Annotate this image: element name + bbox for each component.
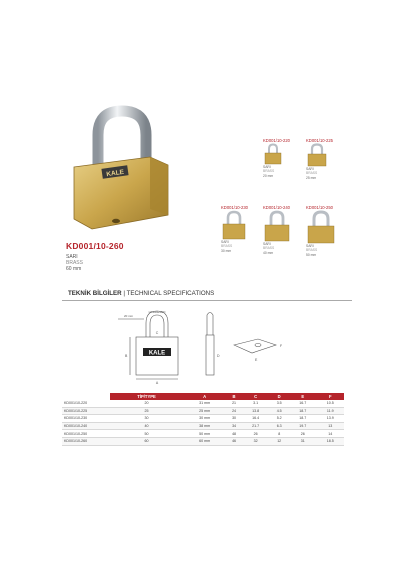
table-cell: KD001/10-225	[62, 407, 110, 415]
variant-padlock-image	[263, 210, 291, 242]
variant-code: KD001/10-230	[221, 205, 249, 210]
svg-text:C: C	[155, 331, 159, 335]
product-size: 60 mm	[66, 266, 82, 272]
table-cell: KD001/10-260	[62, 437, 110, 445]
table-cell: 6.3	[269, 422, 289, 430]
table-header: B	[226, 393, 242, 400]
table-cell: 26	[242, 430, 269, 438]
variant-item: KD001/10-240 SARI BRASS 40 mm	[263, 205, 313, 255]
table-header: TİP/TYPE	[110, 393, 183, 400]
svg-text:A: A	[155, 381, 159, 385]
table-row	[62, 437, 344, 445]
table-cell: 5.2	[269, 415, 289, 423]
table-cell: 18.7	[289, 415, 316, 423]
variant-code: KD001/10-240	[263, 205, 291, 210]
table-cell: 19.7	[289, 422, 316, 430]
variant-code: KD001/10-250	[306, 205, 334, 210]
variant-padlock-image	[306, 210, 336, 244]
table-cell: KD001/10-240	[62, 422, 110, 430]
diagram-brand: KALE	[148, 350, 166, 357]
table-cell: 60	[110, 437, 183, 445]
variant-item: KD001/10-230 SARI BRASS 30 mm	[221, 205, 271, 253]
table-row	[62, 422, 344, 430]
table-cell: 25	[110, 407, 183, 415]
table-cell: 24	[226, 407, 242, 415]
table-cell: 48	[226, 430, 242, 438]
table-header: A	[183, 393, 226, 400]
main-padlock-image	[68, 105, 170, 235]
table-cell: 26	[289, 430, 316, 438]
table-cell: KD001/10-230	[62, 415, 110, 423]
table-cell: 50 mm	[183, 430, 226, 438]
table-cell: 25 mm	[183, 407, 226, 415]
svg-text:E: E	[255, 358, 258, 362]
table-cell: 50	[110, 430, 183, 438]
table-cell: 32	[242, 437, 269, 445]
table-cell: 46	[226, 437, 242, 445]
table-cell: 30	[226, 415, 242, 423]
variant-code: KD001/10-220	[263, 138, 291, 143]
product-code: KD001/10-260	[66, 241, 124, 251]
table-row	[62, 400, 344, 407]
variant-item: KD001/10-250 SARI BRASS 50 mm	[306, 205, 356, 257]
technical-drawing	[110, 305, 300, 390]
table-row	[62, 430, 344, 438]
table-cell: 4.5	[269, 407, 289, 415]
table-row	[62, 415, 344, 423]
main-lock-brand: KALE	[105, 168, 125, 179]
svg-text:F: F	[280, 344, 283, 348]
table-cell: KD001/10-250	[62, 430, 110, 438]
table-cell: 31 mm	[183, 400, 226, 407]
table-cell: 16.7	[289, 400, 316, 407]
table-cell: 3.1	[242, 400, 269, 407]
table-header: F	[316, 393, 344, 400]
table-header: E	[289, 393, 316, 400]
table-cell: 30 mm	[183, 415, 226, 423]
table-cell: 14	[316, 430, 344, 438]
table-cell: KD001/10-220	[62, 400, 110, 407]
variant-padlock-image	[263, 143, 283, 165]
variant-padlock-image	[306, 143, 328, 167]
table-cell: 13.8	[242, 407, 269, 415]
table-cell: 38 mm	[183, 422, 226, 430]
svg-text:B: B	[125, 354, 128, 358]
table-cell: 18.5	[316, 437, 344, 445]
table-cell: 21.7	[242, 422, 269, 430]
diagram-hardened: HARDENED	[148, 310, 166, 314]
table-cell: 13.9	[316, 415, 344, 423]
table-cell: 12	[269, 437, 289, 445]
svg-text:D: D	[217, 354, 220, 358]
table-header: C	[242, 393, 269, 400]
product-color: SARI	[66, 254, 78, 260]
table-cell: 8	[269, 430, 289, 438]
table-cell: 10.5	[316, 400, 344, 407]
spec-table	[62, 393, 344, 446]
table-cell: 60 mm	[183, 437, 226, 445]
variant-item: KD001/10-225 SARI BRASS 25 mm	[306, 138, 356, 180]
table-cell: 3.5	[269, 400, 289, 407]
table-cell: 40	[110, 422, 183, 430]
table-row	[62, 407, 344, 415]
product-material: BRASS	[66, 260, 83, 266]
table-cell: 18.7	[289, 407, 316, 415]
table-cell: 13	[316, 422, 344, 430]
table-cell: 34	[226, 422, 242, 430]
variant-code: KD001/10-225	[306, 138, 334, 143]
table-cell: 16.4	[242, 415, 269, 423]
table-header: D	[269, 393, 289, 400]
table-cell: 20	[110, 400, 183, 407]
table-cell: 21	[226, 400, 242, 407]
section-title: TEKNİK BİLGİLER | TECHNICAL SPECIFICATIONS	[68, 290, 215, 297]
variant-item: KD001/10-220 SARI BRASS 20 mm	[263, 138, 313, 178]
table-cell: 31	[289, 437, 316, 445]
table-cell: 30	[110, 415, 183, 423]
table-cell: 11.9	[316, 407, 344, 415]
variant-padlock-image	[221, 210, 247, 240]
svg-text:20 mm: 20 mm	[124, 314, 134, 318]
